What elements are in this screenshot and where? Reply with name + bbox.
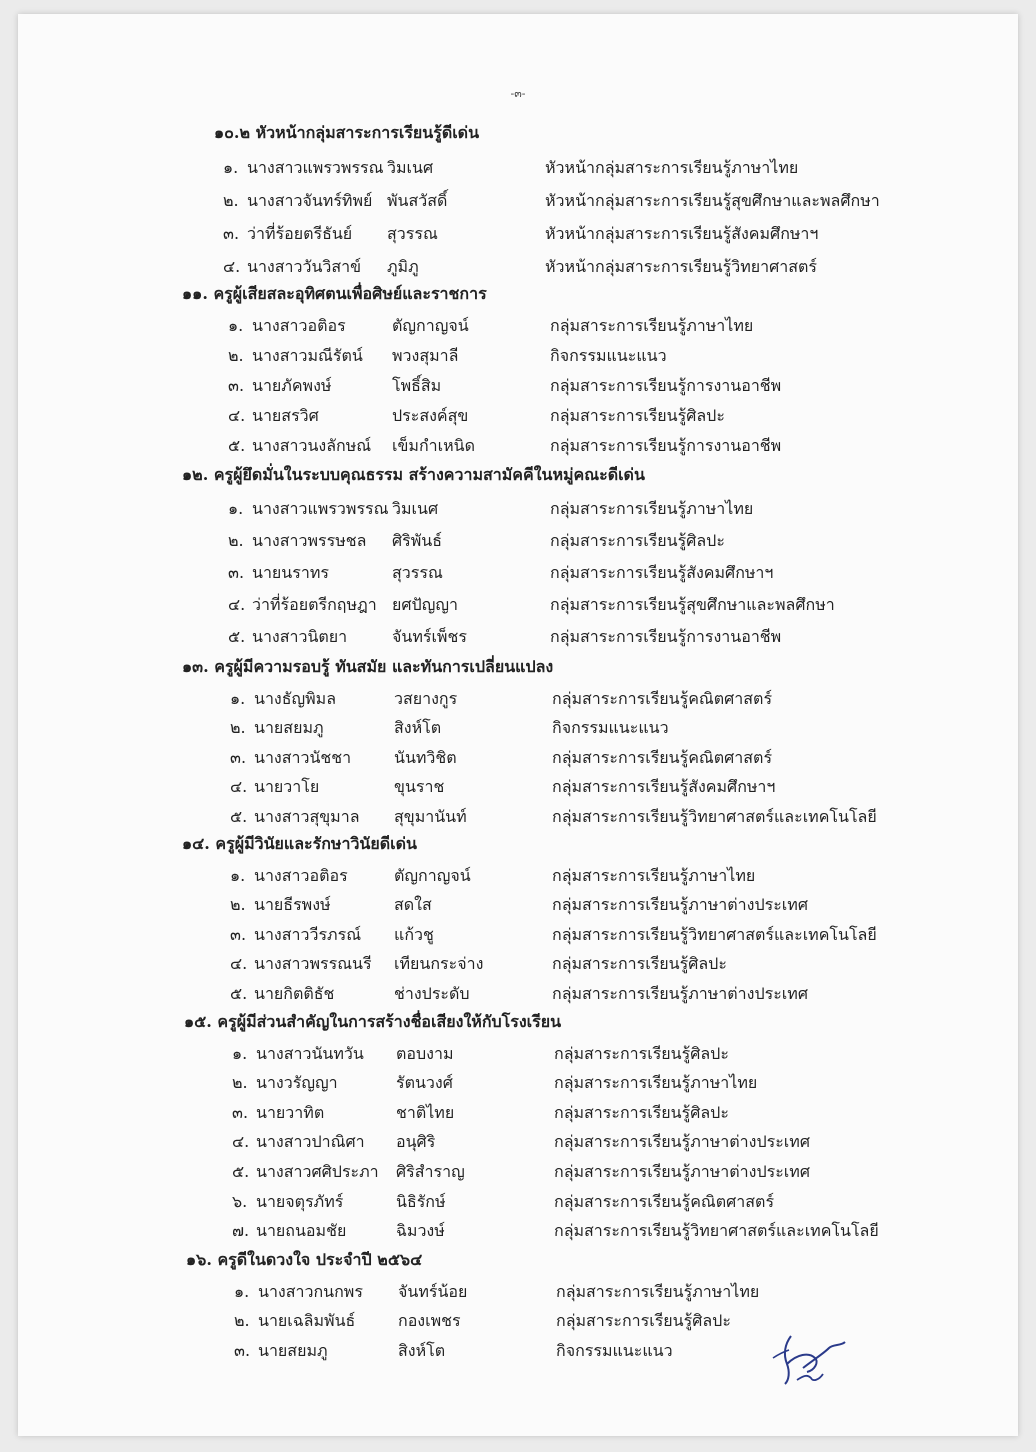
person-name: นายธีรพงษ์ xyxy=(254,895,331,914)
person-name: นายวาโย xyxy=(254,777,320,796)
person-name: นายสยมภู xyxy=(258,1340,328,1360)
person-surname: ประสงค์สุข xyxy=(392,406,469,425)
entry-number: ๓. xyxy=(228,376,245,395)
department-name: กลุ่มสาระการเรียนรู้วิทยาศาสตร์และเทคโนโลยี xyxy=(552,924,877,944)
entry-number: ๕. xyxy=(230,983,248,1003)
department-name: หัวหน้ากลุ่มสาระการเรียนรู้วิทยาศาสตร์ xyxy=(545,257,817,276)
department-name: กลุ่มสาระการเรียนรู้ภาษาไทย xyxy=(556,1281,760,1301)
entry-number: ๑. xyxy=(232,1043,248,1063)
person-surname: ยศปัญญา xyxy=(392,595,458,614)
department-name: กลุ่มสาระการเรียนรู้การงานอาชีพ xyxy=(550,376,782,395)
entry-number: ๑. xyxy=(228,316,244,335)
entry-number: ๒. xyxy=(230,895,246,914)
department-name: กลุ่มสาระการเรียนรู้สุขศึกษาและพลศึกษา xyxy=(550,595,835,614)
person-name: นางสาวอติอร xyxy=(252,316,346,335)
list-item xyxy=(228,371,928,401)
entry-number: ๖. xyxy=(232,1191,248,1211)
department-name: กลุ่มสาระการเรียนรู้ศิลปะ xyxy=(554,1043,729,1063)
person-surname: แก้วชู xyxy=(394,924,434,944)
person-name: นางสาวปาณิศา xyxy=(256,1132,365,1152)
entry-number: ๑. xyxy=(228,499,244,518)
person-name: นางสาววันวิสาข์ xyxy=(247,257,362,276)
person-name: นายสรวิศ xyxy=(252,406,319,425)
department-name: กลุ่มสาระการเรียนรู้คณิตศาสตร์ xyxy=(552,688,773,708)
person-surname: สุขุมานันท์ xyxy=(394,806,467,826)
list-item xyxy=(232,1187,932,1217)
person-name: ว่าที่ร้อยตรีธันย์ xyxy=(247,224,353,243)
department-name: กลุ่มสาระการเรียนรู้ภาษาต่างประเทศ xyxy=(554,1162,810,1181)
list-item xyxy=(230,890,930,920)
list-item xyxy=(223,219,923,249)
person-name: นายสยมภู xyxy=(254,718,324,737)
person-surname: เทียนกระจ่าง xyxy=(394,954,484,973)
list-item xyxy=(232,1098,932,1128)
list-item xyxy=(228,341,928,371)
person-surname: สิงห์โต xyxy=(398,1340,446,1360)
department-name: กลุ่มสาระการเรียนรู้ภาษาต่างประเทศ xyxy=(554,1132,810,1152)
list-item xyxy=(230,743,930,773)
department-name: กลุ่มสาระการเรียนรู้ศิลปะ xyxy=(550,531,725,550)
department-name: กลุ่มสาระการเรียนรู้วิทยาศาสตร์และเทคโนโลยี xyxy=(554,1221,879,1241)
person-surname: ศิริพันธ์ xyxy=(392,531,442,550)
entry-number: ๒. xyxy=(230,718,246,737)
department-name: กลุ่มสาระการเรียนรู้คณิตศาสตร์ xyxy=(552,747,773,767)
page-number: -๓- xyxy=(510,87,526,100)
department-name: กลุ่มสาระการเรียนรู้ภาษาไทย xyxy=(552,865,756,885)
entry-number: ๕. xyxy=(230,806,248,826)
person-name: นางสาวมณีรัตน์ xyxy=(252,346,363,365)
person-surname: วิมเนศ xyxy=(392,499,439,518)
entry-number: ๒. xyxy=(228,531,244,550)
person-name: ว่าที่ร้อยตรีกฤษฎา xyxy=(252,595,377,614)
section-heading: ๑๑. ครูผู้เสียสละอุทิศตนเพื่อศิษย์และราชการ xyxy=(182,284,487,303)
entry-number: ๑. xyxy=(223,158,239,177)
person-name: นางธัญพิมล xyxy=(254,688,337,708)
section-heading: ๑๒. ครูผู้ยึดมั่นในระบบคุณธรรม สร้างความสามัคคีในหมู่คณะดีเด่น xyxy=(182,465,645,484)
department-name: กิจกรรมแนะแนว xyxy=(556,1340,673,1360)
list-item xyxy=(223,186,923,216)
person-surname: ชาติไทย xyxy=(396,1102,455,1122)
entry-number: ๔. xyxy=(230,954,248,973)
section-heading: ๑๕. ครูผู้มีส่วนสำคัญในการสร้างชื่อเสียงให้กับโรงเรียน xyxy=(184,1012,562,1031)
person-surname: จันทร์เพ็ชร xyxy=(392,627,467,646)
list-item xyxy=(234,1277,934,1307)
list-item xyxy=(223,153,923,183)
person-surname: สิงห์โต xyxy=(394,718,442,737)
department-name: กลุ่มสาระการเรียนรู้การงานอาชีพ xyxy=(550,436,782,455)
handwritten-signature xyxy=(763,1324,853,1394)
list-item xyxy=(230,802,930,832)
person-surname: ขุนราช xyxy=(394,777,445,796)
person-name: นางสาวนันทวัน xyxy=(256,1043,364,1063)
entry-number: ๔. xyxy=(223,257,241,276)
person-name: นายวาทิต xyxy=(256,1102,325,1122)
entry-number: ๕. xyxy=(232,1162,250,1181)
list-item xyxy=(230,861,930,891)
person-name: นายกิตติธัช xyxy=(254,983,335,1003)
entry-number: ๓. xyxy=(223,224,240,243)
person-name: นางสาวนงลักษณ์ xyxy=(252,436,372,455)
person-name: นางสาวพรรณนรี xyxy=(254,954,372,973)
list-item xyxy=(232,1157,932,1187)
department-name: กลุ่มสาระการเรียนรู้ศิลปะ xyxy=(554,1102,729,1122)
person-surname: นันทวิชิต xyxy=(394,747,457,767)
person-surname: รัตนวงศ์ xyxy=(396,1073,453,1093)
list-item xyxy=(230,684,930,714)
entry-number: ๒. xyxy=(228,346,244,365)
entry-number: ๓. xyxy=(232,1102,249,1122)
section-heading: ๑๓. ครูผู้มีความรอบรู้ ทันสมัย และทันการเปลี่ยนแปลง xyxy=(182,657,554,676)
person-surname: สดใส xyxy=(394,895,432,914)
department-name: กลุ่มสาระการเรียนรู้ภาษาต่างประเทศ xyxy=(552,983,808,1003)
department-name: กิจกรรมแนะแนว xyxy=(550,346,667,365)
person-name: นางสาวนัชชา xyxy=(254,747,352,767)
person-surname: วสยางกูร xyxy=(394,688,458,708)
list-item xyxy=(228,558,928,588)
department-name: กลุ่มสาระการเรียนรู้ภาษาไทย xyxy=(550,499,754,518)
person-name: นางสาวสุขุมาล xyxy=(254,806,360,826)
department-name: กลุ่มสาระการเรียนรู้ภาษาไทย xyxy=(554,1073,758,1093)
list-item xyxy=(232,1127,932,1157)
list-item xyxy=(228,590,928,620)
person-name: นางสาววีรภรณ์ xyxy=(254,924,362,944)
department-name: กลุ่มสาระการเรียนรู้ศิลปะ xyxy=(552,954,727,973)
list-item xyxy=(230,713,930,743)
entry-number: ๒. xyxy=(223,191,239,210)
department-name: กลุ่มสาระการเรียนรู้ภาษาไทย xyxy=(550,316,754,335)
person-name: นางสาวกนกพร xyxy=(258,1281,363,1301)
person-surname: พวงสุมาลี xyxy=(392,346,459,365)
person-surname: ฉิมวงษ์ xyxy=(396,1221,445,1241)
list-item xyxy=(228,401,928,431)
list-item xyxy=(223,252,923,282)
person-name: นายภัคพงษ์ xyxy=(252,376,332,395)
department-name: หัวหน้ากลุ่มสาระการเรียนรู้สุขศึกษาและพลศึกษา xyxy=(545,191,880,210)
section-heading: ๑๔. ครูผู้มีวินัยและรักษาวินัยดีเด่น xyxy=(182,834,417,853)
section-heading: ๑๐.๒ หัวหน้ากลุ่มสาระการเรียนรู้ดีเด่น xyxy=(214,123,480,142)
entry-number: ๓. xyxy=(230,924,247,944)
list-item xyxy=(228,311,928,341)
list-item xyxy=(230,920,930,950)
department-name: กลุ่มสาระการเรียนรู้ภาษาต่างประเทศ xyxy=(552,895,808,914)
person-name: นางวรัญญา xyxy=(256,1073,338,1093)
list-item xyxy=(232,1068,932,1098)
department-name: กลุ่มสาระการเรียนรู้การงานอาชีพ xyxy=(550,627,782,646)
list-item xyxy=(228,431,928,461)
department-name: กลุ่มสาระการเรียนรู้สังคมศึกษาฯ xyxy=(550,563,774,582)
person-surname: ช่างประดับ xyxy=(394,983,470,1003)
list-item xyxy=(230,979,930,1009)
person-surname: เข็มกำเหนิด xyxy=(392,436,475,455)
entry-number: ๑. xyxy=(230,865,246,885)
section-heading: ๑๖. ครูดีในดวงใจ ประจำปี ๒๕๖๔ xyxy=(186,1250,423,1269)
list-item xyxy=(232,1216,932,1246)
list-item xyxy=(228,494,928,524)
entry-number: ๔. xyxy=(230,777,248,796)
person-surname: สุวรรณ xyxy=(387,224,438,243)
list-item xyxy=(228,526,928,556)
entry-number: ๔. xyxy=(228,406,246,425)
person-surname: ศิริสำราญ xyxy=(396,1162,465,1181)
department-name: กิจกรรมแนะแนว xyxy=(552,718,669,737)
person-name: นางสาวแพรวพรรณ xyxy=(252,499,389,518)
person-surname: สุวรรณ xyxy=(392,563,443,582)
person-surname: ตัญกาญจน์ xyxy=(392,316,469,335)
department-name: กลุ่มสาระการเรียนรู้วิทยาศาสตร์และเทคโนโลยี xyxy=(552,806,877,826)
entry-number: ๓. xyxy=(234,1340,251,1360)
list-item xyxy=(230,949,930,979)
entry-number: ๗. xyxy=(232,1221,250,1241)
department-name: กลุ่มสาระการเรียนรู้คณิตศาสตร์ xyxy=(554,1191,775,1211)
department-name: กลุ่มสาระการเรียนรู้ศิลปะ xyxy=(550,406,725,425)
person-surname: ตอบงาม xyxy=(396,1043,454,1063)
entry-number: ๑. xyxy=(230,688,246,708)
list-item xyxy=(228,622,928,652)
entry-number: ๕. xyxy=(228,627,246,646)
entry-number: ๒. xyxy=(234,1311,250,1330)
person-surname: ตัญกาญจน์ xyxy=(394,865,471,885)
document-page xyxy=(18,14,1018,1436)
person-surname: นิธิรักษ์ xyxy=(396,1191,446,1211)
person-surname: ภูมิภู xyxy=(387,257,419,276)
person-name: นางสาวแพรวพรรณ xyxy=(247,158,384,177)
person-name: นางสาวอติอร xyxy=(254,865,348,885)
entry-number: ๔. xyxy=(228,595,246,614)
person-surname: วิมเนศ xyxy=(387,158,434,177)
person-surname: จันทร์น้อย xyxy=(398,1281,468,1301)
person-name: นายเฉลิมพันธ์ xyxy=(258,1311,356,1330)
person-name: นายถนอมชัย xyxy=(256,1221,347,1241)
person-surname: อนุศิริ xyxy=(396,1132,436,1152)
person-name: นายจตุรภัทร์ xyxy=(256,1191,344,1211)
entry-number: ๔. xyxy=(232,1132,250,1152)
person-name: นางสาวนิตยา xyxy=(252,627,348,646)
department-name: หัวหน้ากลุ่มสาระการเรียนรู้สังคมศึกษาฯ xyxy=(545,224,819,243)
department-name: กลุ่มสาระการเรียนรู้สังคมศึกษาฯ xyxy=(552,777,776,796)
department-name: กลุ่มสาระการเรียนรู้ศิลปะ xyxy=(556,1311,731,1330)
entry-number: ๓. xyxy=(230,747,247,767)
list-item xyxy=(232,1039,932,1069)
department-name: หัวหน้ากลุ่มสาระการเรียนรู้ภาษาไทย xyxy=(545,158,799,177)
person-surname: กองเพชร xyxy=(398,1311,461,1330)
entry-number: ๒. xyxy=(232,1073,248,1093)
person-name: นายนราทร xyxy=(252,563,329,582)
person-surname: โพธิ์สิม xyxy=(392,376,442,395)
person-name: นางสาวพรรษชล xyxy=(252,531,367,550)
entry-number: ๕. xyxy=(228,436,246,455)
entry-number: ๓. xyxy=(228,563,245,582)
entry-number: ๑. xyxy=(234,1281,250,1301)
person-surname: พันสวัสดิ์ xyxy=(387,191,448,210)
person-name: นางสาวจันทร์ทิพย์ xyxy=(247,191,373,210)
person-name: นางสาวศศิประภา xyxy=(256,1162,379,1181)
list-item xyxy=(230,772,930,802)
